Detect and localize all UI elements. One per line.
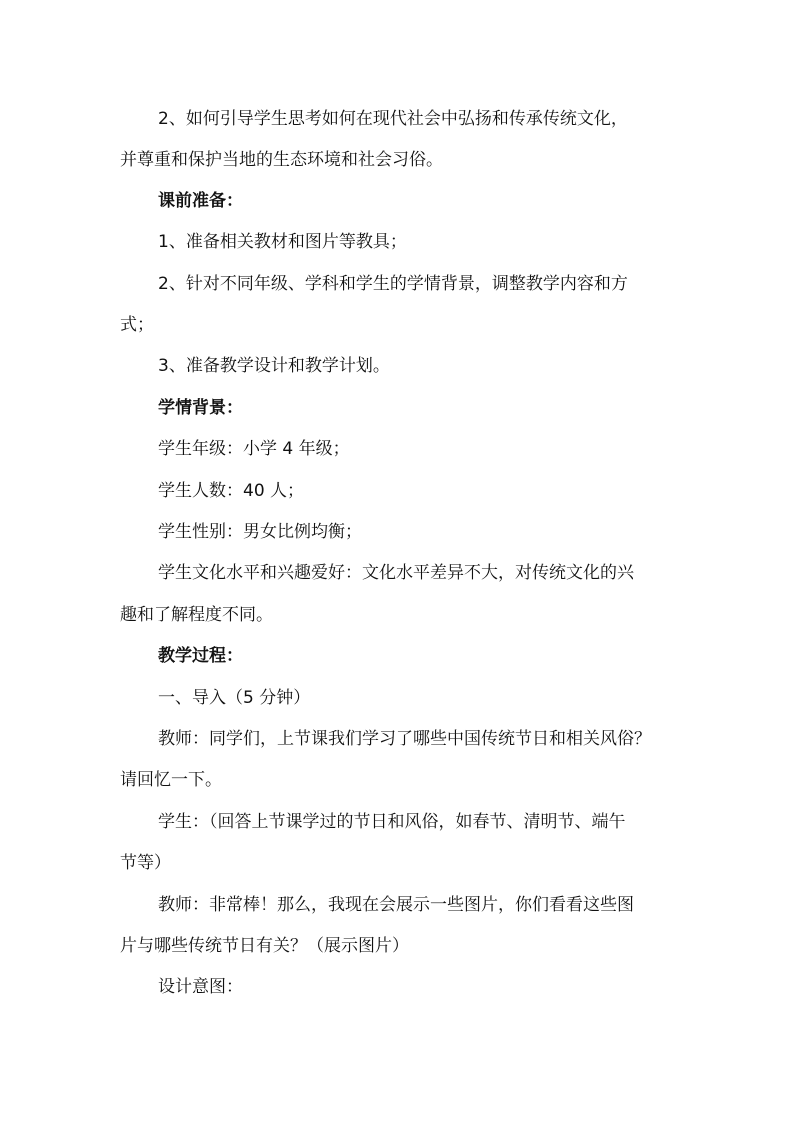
teacher-line-1-a: 教师：同学们，上节课我们学习了哪些中国传统节日和相关风俗？: [158, 729, 651, 749]
student-interest-line-2: 趣和了解程度不同。: [120, 605, 273, 625]
student-interest-line-1: 学生文化水平和兴趣爱好：文化水平差异不大，对传统文化的兴: [158, 563, 634, 583]
heading-preparation: 课前准备：: [158, 191, 243, 211]
prep-item-2-line-1: 2、针对不同年级、学科和学生的学情背景，调整教学内容和方: [158, 274, 628, 294]
student-count: 学生人数：40 人；: [158, 481, 305, 501]
heading-teaching-process: 教学过程：: [158, 646, 243, 666]
prep-item-1: 1、准备相关教材和图片等教具；: [158, 232, 407, 252]
section-intro: 一、导入（5 分钟）: [158, 688, 311, 708]
prep-item-2-line-2: 式；: [120, 315, 154, 335]
paragraph-question-2-line-2: 并尊重和保护当地的生态环境和社会习俗。: [120, 150, 443, 170]
teacher-line-1-b: 请回忆一下。: [120, 770, 222, 790]
teacher-line-2-b: 片与哪些传统节日有关？（展示图片）: [120, 936, 409, 956]
paragraph-question-2-line-1: 2、如何引导学生思考如何在现代社会中弘扬和传承传统文化，: [158, 109, 628, 129]
student-response-b: 节等）: [120, 853, 171, 873]
heading-student-background: 学情背景：: [158, 398, 243, 418]
prep-item-3: 3、准备教学设计和教学计划。: [158, 356, 390, 376]
student-gender: 学生性别：男女比例均衡；: [158, 522, 362, 542]
design-intent-label: 设计意图：: [158, 977, 243, 997]
student-response-a: 学生：（回答上节课学过的节日和风俗，如春节、清明节、端午: [158, 812, 626, 832]
student-grade: 学生年级：小学 4 年级；: [158, 439, 350, 459]
teacher-line-2-a: 教师：非常棒！那么，我现在会展示一些图片，你们看看这些图: [158, 895, 634, 915]
